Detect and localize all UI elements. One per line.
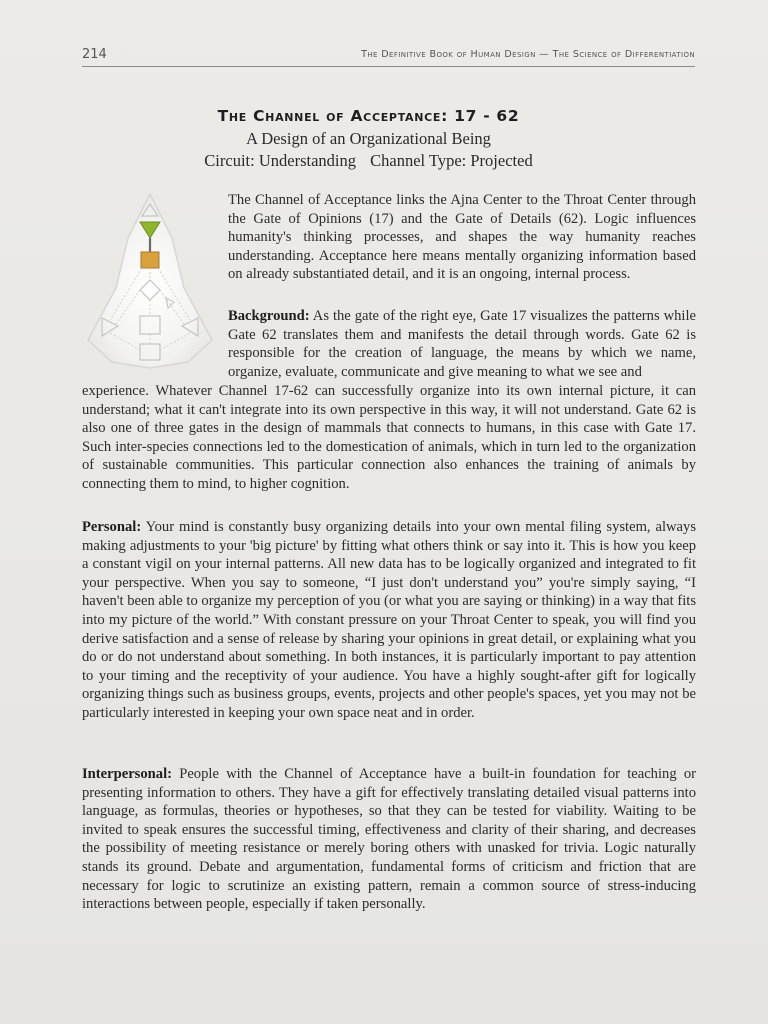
channel-title: The Channel of Acceptance: 17 - 62 — [217, 107, 520, 125]
running-header — [82, 44, 695, 67]
circuit-line — [42, 150, 695, 172]
interpersonal-text: People with the Channel of Acceptance have a built-in foundation for teaching or presenting information to others. They have a gift for effectively translating detailed visual patterns into language, as formulas, theories or hypotheses, so that they can be tested for viability. Waiting to be invited to speak ensures the successful timing, effectiveness and clarity of their sharing, and decreases the possibility of meeting resistance or merely boring others with unasked for trivia. Logic naturally stands its ground. Debate and argumentation, fundamental forms of criticism and friction that are necessary for logic to scrutinize an existing pattern, remain a common source of stress-inducing interactions between people, especially if taken personally. — [82, 766, 696, 913]
interpersonal-label: Interpersonal: — [82, 766, 172, 782]
personal-paragraph — [82, 518, 696, 723]
personal-text: Your mind is constantly busy organizing details into your own mental filing system, always making adjustments to your 'big picture' by fitting what others think or say into it. This is how you keep a constant vigil on your internal patterns. All new data has to be logically organized and integrated to fit your perspective. When you say to someone, “I just don't understand you” you're simply saying, “I haven't been able to organize my perception of you (or what you are saying or thinking) in a way that fits into my picture of the world.” With constant pressure on your Throat Center to speak, you will find you derive satisfaction and a sense of release by sharing your opinions in great detail, or explaining what you do or do not understand about something. In both instances, it is particularly important to pay attention to your timing and the receptivity of your audience. You have a highly sought-after gift for logically organizing things such as business groups, events, projects and other people's spaces, yet you may not be particularly interested in keeping your own space neat and in order. — [82, 519, 697, 721]
body-silhouette — [88, 194, 212, 368]
channel-type-label: Channel Type: Projected — [370, 151, 533, 170]
background-label: Background: — [228, 308, 310, 324]
chapter-title-block — [82, 104, 695, 172]
channel-subtitle: A Design of an Organizational Being — [246, 129, 491, 148]
throat-center — [141, 252, 159, 268]
background-text-indented: As the gate of the right eye, Gate 17 visualizes the patterns while Gate 62 translates them and manifests the detail through words. Gate 62 is responsible for the creation of language, the means by which we name, organize, evaluate, communicate and give meaning to what we see and — [228, 308, 696, 380]
intro-paragraph: The Channel of Acceptance links the Ajna Center to the Throat Center through the Gate of Opinions (17) and the Gate of Details (62). Logic influences humanity's thinking processes, and shapes the way humanity reaches understanding. Acceptance here means mentally organizing information based on already substantiated detail, and it is an ongoing, internal process. — [228, 192, 696, 283]
background-paragraph-full: experience. Whatever Channel 17-62 can successfully organize into its own internal picture, it can understand; what it can't integrate into its own perspective in this way, it will not understand. Gate 62 is also one of three gates in the design of mammals that connects to humans, in this case with Gate 17. Such inter-species connections led to the domestication of animals, which in turn led to the organization of sustainable communities. This particular connection also enhances the training of animals by connecting them to mind, to higher cognition. — [82, 383, 696, 492]
circuit-label: Circuit: Understanding — [204, 151, 356, 170]
page-number: 214 — [82, 47, 107, 62]
bodygraph-icon — [80, 190, 220, 376]
running-title: The Definitive Book of Human Design — The Science of Differentiation — [361, 49, 695, 60]
bodygraph-illustration — [80, 190, 220, 376]
interpersonal-paragraph — [82, 765, 696, 914]
background-paragraph-indented — [228, 307, 696, 381]
personal-label: Personal: — [82, 519, 142, 535]
